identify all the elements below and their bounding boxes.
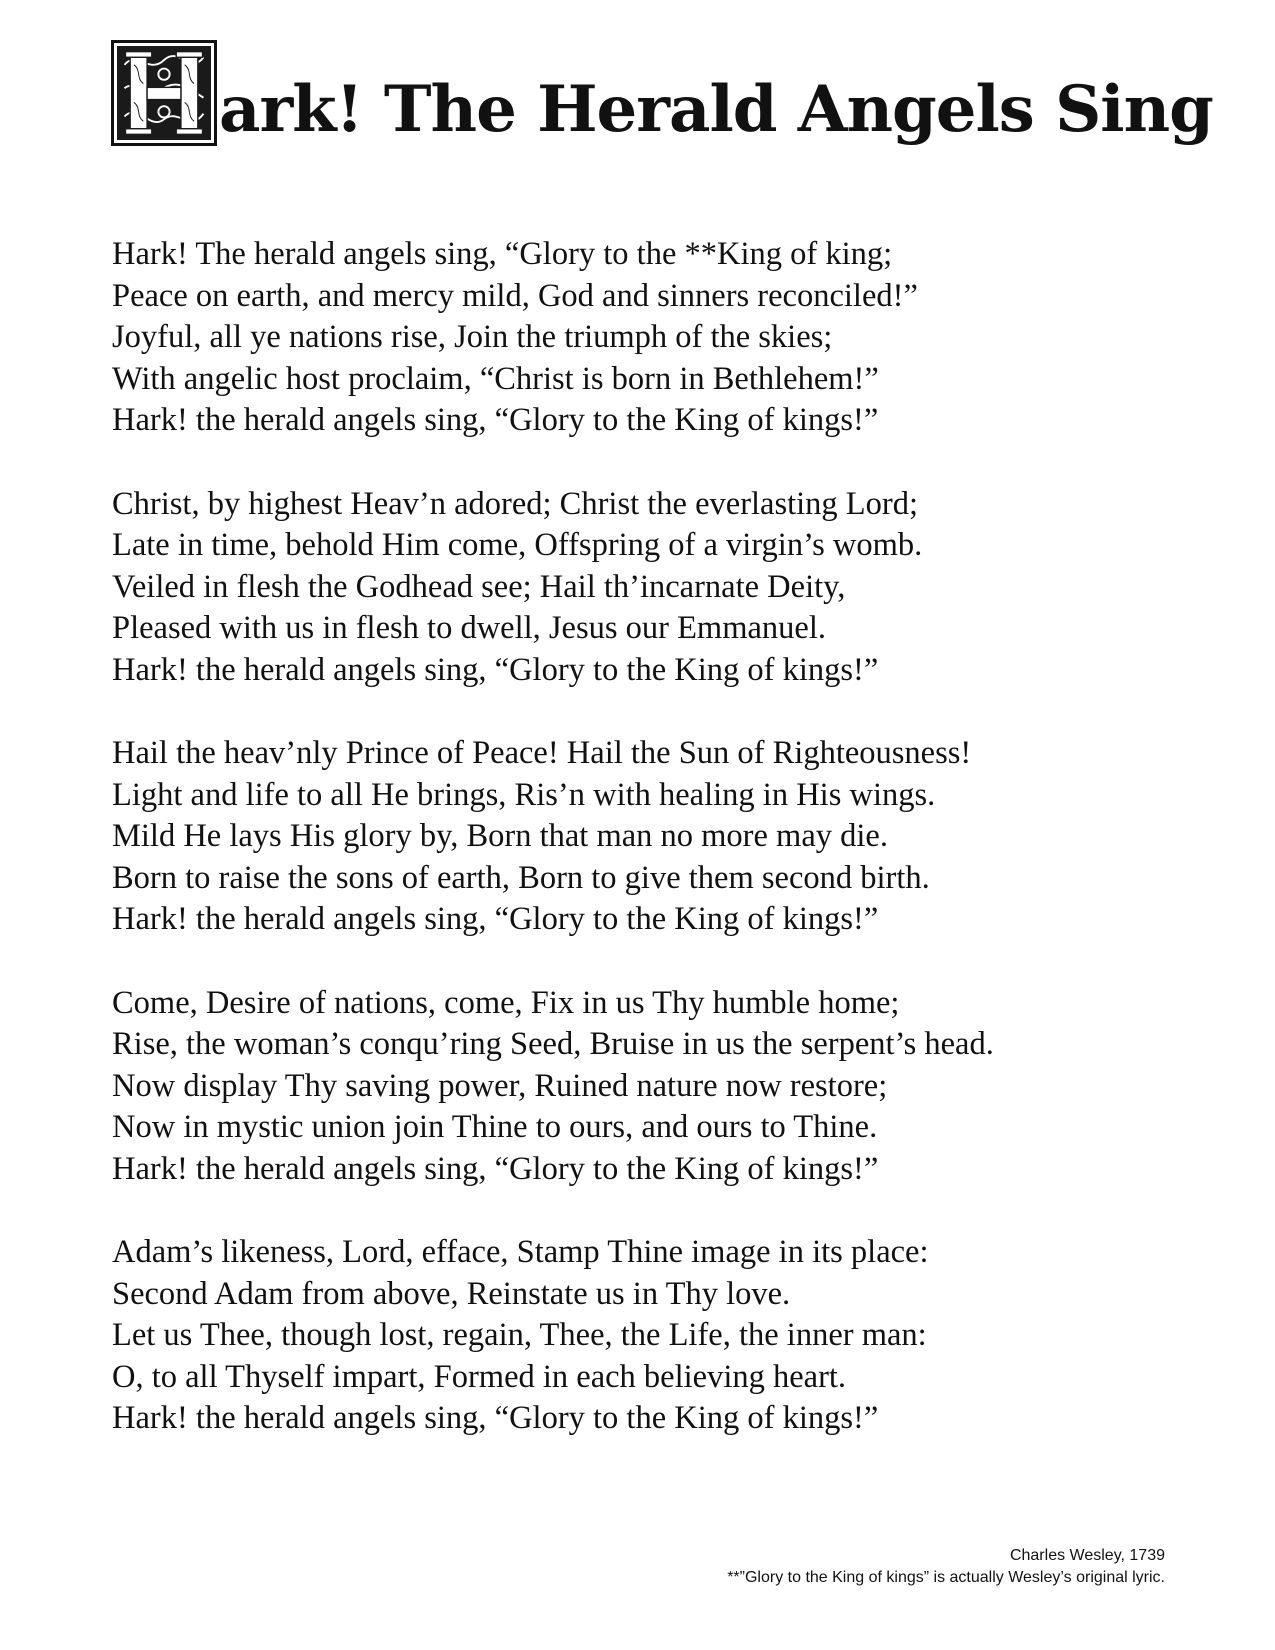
verse-line: Light and life to all He brings, Ris’n with healing in His wings.: [112, 776, 936, 813]
verse-line: With angelic host proclaim, “Christ is born in Bethlehem!”: [112, 360, 879, 397]
title-text: ark! The Herald Angels Sing: [219, 72, 1213, 147]
verse-line: Now in mystic union join Thine to ours, and ours to Thine.: [112, 1109, 878, 1145]
ornamental-h-icon: [117, 46, 211, 140]
verse-line: Joyful, all ye nations rise, Join the triumph of the skies;: [112, 319, 833, 355]
verse-line: Veiled in flesh the Godhead see; Hail th’incarnate Deity,: [112, 568, 846, 605]
verse-line: Let us Thee, though lost, regain, Thee, the Life, the inner man:: [112, 1317, 927, 1353]
verse-1: [112, 234, 1172, 442]
verse-line: Hail the heav’nly Prince of Peace! Hail the Sun of Righteousness!: [112, 735, 972, 771]
verse-line: Now display Thy saving power, Ruined nature now restore;: [112, 1067, 888, 1104]
verse-line: Late in time, behold Him come, Offspring of a virgin’s womb.: [112, 527, 923, 563]
footnote: **”Glory to the King of kings” is actually Wesley’s original lyric.: [727, 1569, 1165, 1586]
verse-line: Rise, the woman’s conqu’ring Seed, Bruise in us the serpent’s head.: [112, 1026, 994, 1062]
verse-line: O, to all Thyself impart, Formed in each believing heart.: [112, 1358, 847, 1395]
verse-line: Hark! The herald angels sing, “Glory to the **King of king;: [112, 236, 893, 272]
verse-line: Peace on earth, and mercy mild, God and sinners reconciled!”: [112, 277, 918, 314]
verse-2: [112, 484, 1172, 692]
verse-line: Hark! the herald angels sing, “Glory to the King of kings!”: [112, 1400, 879, 1436]
verse-3: [112, 733, 1172, 941]
verse-line: Hark! the herald angels sing, “Glory to the King of kings!”: [112, 402, 879, 438]
page-title: [111, 36, 1213, 146]
lyrics-body: [112, 234, 1172, 1482]
footer-notes: [727, 1545, 1165, 1589]
verse-line: Come, Desire of nations, come, Fix in us Thy humble home;: [112, 984, 900, 1021]
verse-line: Mild He lays His glory by, Born that man no more may die.: [112, 818, 888, 854]
verse-line: Hark! the herald angels sing, “Glory to the King of kings!”: [112, 901, 879, 937]
verse-line: Second Adam from above, Reinstate us in Thy love.: [112, 1275, 791, 1312]
ornamental-initial-letter: [111, 40, 217, 146]
verse-4: [112, 983, 1172, 1191]
verse-line: Born to raise the sons of earth, Born to give them second birth.: [112, 859, 930, 896]
verse-line: Hark! the herald angels sing, “Glory to the King of kings!”: [112, 651, 879, 688]
verse-line: Pleased with us in flesh to dwell, Jesus our Emmanuel.: [112, 610, 827, 646]
verse-line: Hark! the herald angels sing, “Glory to the King of kings!”: [112, 1150, 879, 1187]
verse-line: Adam’s likeness, Lord, efface, Stamp Thine image in its place:: [112, 1234, 929, 1270]
attribution: Charles Wesley, 1739: [1009, 1547, 1165, 1564]
verse-line: Christ, by highest Heav’n adored; Christ the everlasting Lord;: [112, 485, 919, 522]
verse-5: [112, 1232, 1172, 1440]
